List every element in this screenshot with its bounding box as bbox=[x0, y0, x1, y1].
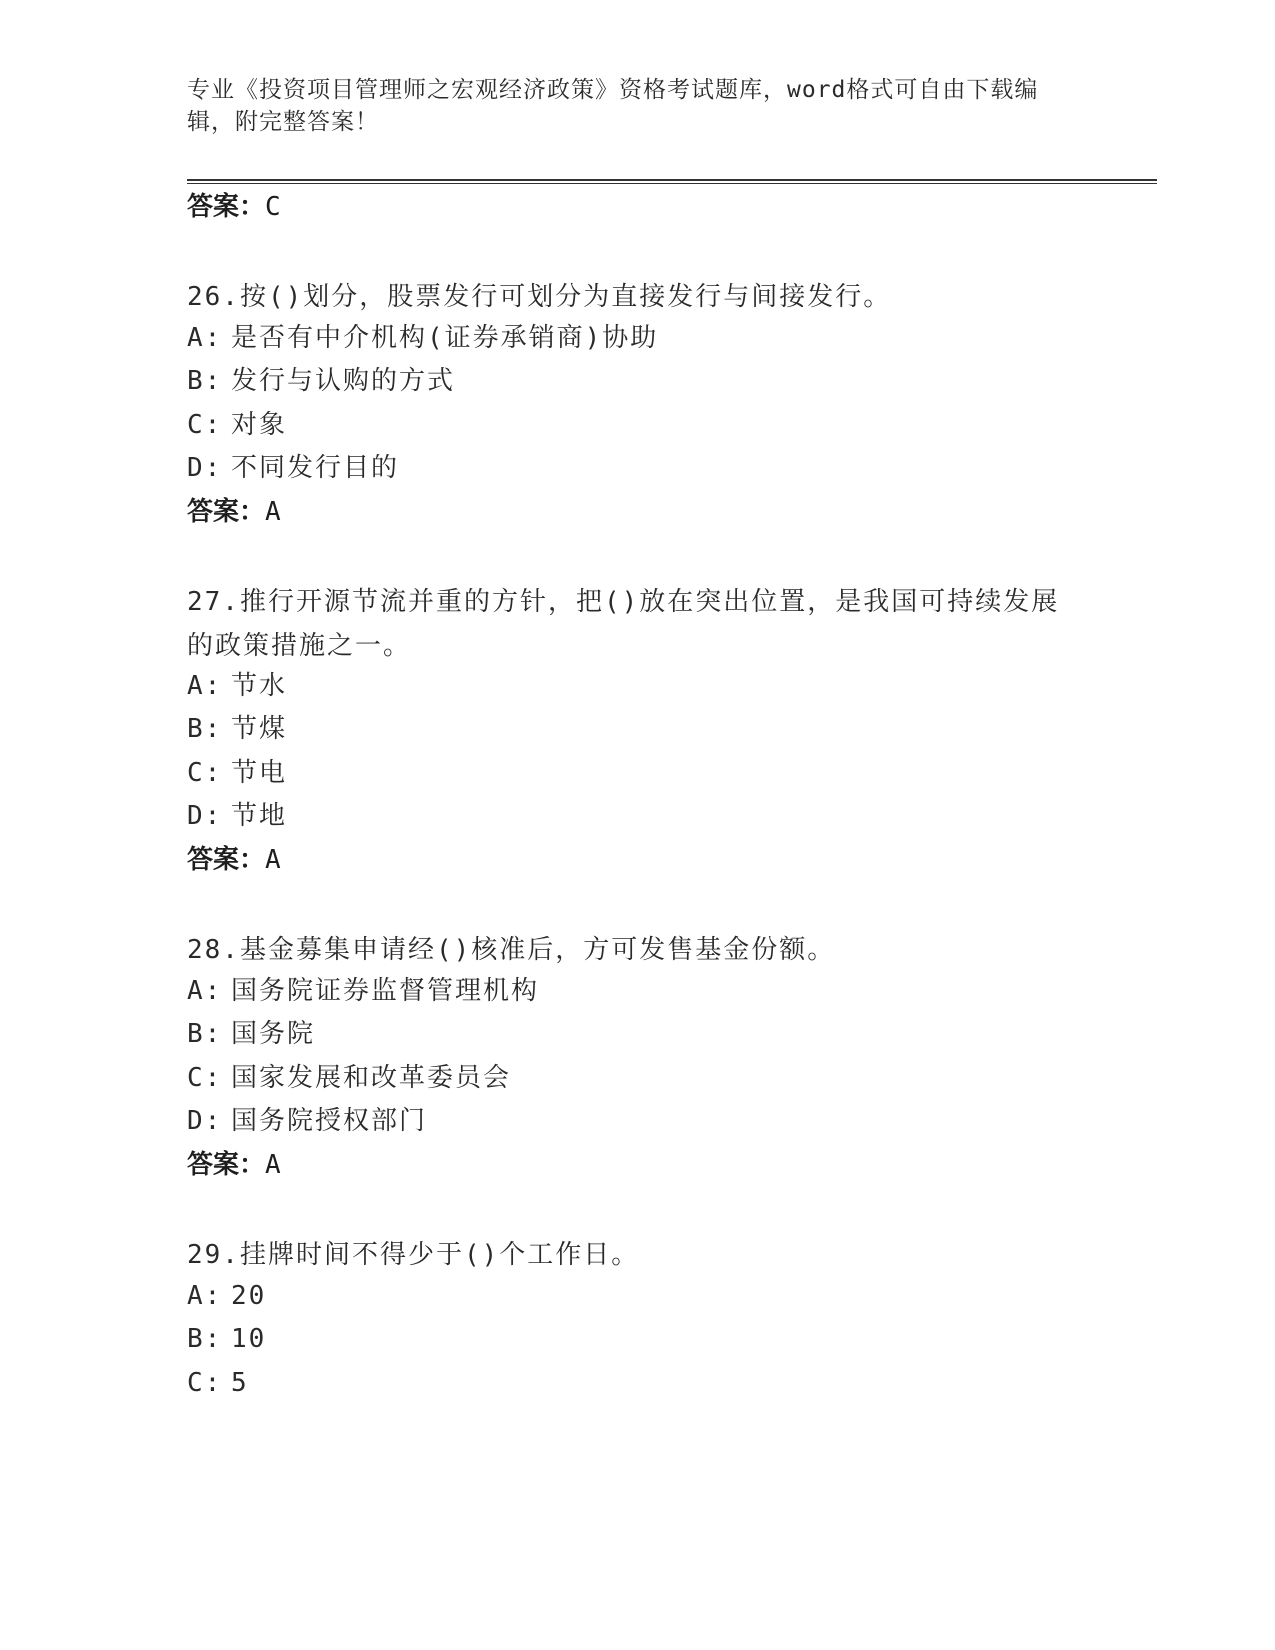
option-key: C: bbox=[187, 1368, 223, 1398]
option-key: D: bbox=[187, 453, 223, 483]
option-text: 对象 bbox=[231, 410, 288, 440]
option-d bbox=[187, 452, 399, 484]
option-key: A: bbox=[187, 323, 223, 353]
answer-value: C bbox=[265, 192, 281, 222]
option-c bbox=[187, 757, 287, 789]
question-text: 29.挂牌时间不得少于()个工作日。 bbox=[187, 1240, 640, 1270]
option-b bbox=[187, 713, 287, 745]
option-a bbox=[187, 975, 539, 1007]
option-b bbox=[187, 1323, 266, 1355]
option-c bbox=[187, 409, 287, 441]
option-d bbox=[187, 1105, 427, 1137]
option-a bbox=[187, 1280, 266, 1312]
option-d bbox=[187, 800, 287, 832]
option-key: B: bbox=[187, 1324, 223, 1354]
answer-label: 答案： bbox=[187, 192, 266, 222]
answer-value: A bbox=[265, 1150, 281, 1180]
option-text: 不同发行目的 bbox=[231, 453, 400, 483]
option-a bbox=[187, 322, 658, 354]
answer-line bbox=[187, 191, 281, 223]
answer-label: 答案： bbox=[187, 1150, 266, 1180]
option-text: 国务院授权部门 bbox=[231, 1106, 428, 1136]
question-text: 26.按()划分，股票发行可划分为直接发行与间接发行。 bbox=[187, 282, 892, 312]
answer-label: 答案： bbox=[187, 845, 266, 875]
option-text: 5 bbox=[231, 1368, 249, 1398]
answer-line bbox=[187, 496, 281, 528]
option-key: C: bbox=[187, 410, 223, 440]
option-text: 国务院 bbox=[231, 1019, 316, 1049]
option-key: A: bbox=[187, 976, 223, 1006]
option-text: 是否有中介机构(证券承销商)协助 bbox=[231, 323, 659, 353]
option-text: 国务院证券监督管理机构 bbox=[231, 976, 540, 1006]
question-text: 28.基金募集申请经()核准后，方可发售基金份额。 bbox=[187, 935, 836, 965]
option-text: 20 bbox=[231, 1281, 267, 1311]
option-c bbox=[187, 1367, 249, 1399]
option-a bbox=[187, 670, 287, 702]
document-page bbox=[187, 0, 1157, 1650]
option-text: 发行与认购的方式 bbox=[231, 366, 456, 396]
question-text: 27.推行开源节流并重的方针，把()放在突出位置，是我国可持续发展的政策措施之一。 bbox=[187, 587, 1060, 661]
option-key: D: bbox=[187, 1106, 223, 1136]
option-key: B: bbox=[187, 714, 223, 744]
document-header: 专业《投资项目管理师之宏观经济政策》资格考试题库，word格式可自由下载编辑，附完整答案！ bbox=[187, 77, 1039, 135]
option-text: 节电 bbox=[231, 758, 288, 788]
option-b bbox=[187, 365, 455, 397]
option-b bbox=[187, 1018, 315, 1050]
option-key: A: bbox=[187, 1281, 223, 1311]
option-text: 节水 bbox=[231, 671, 288, 701]
option-text: 节煤 bbox=[231, 714, 288, 744]
option-text: 节地 bbox=[231, 801, 288, 831]
answer-value: A bbox=[265, 497, 281, 527]
answer-value: A bbox=[265, 845, 281, 875]
option-c bbox=[187, 1062, 511, 1094]
option-text: 国家发展和改革委员会 bbox=[231, 1063, 512, 1093]
answer-line bbox=[187, 844, 281, 876]
option-key: A: bbox=[187, 671, 223, 701]
option-key: B: bbox=[187, 366, 223, 396]
answer-line bbox=[187, 1149, 281, 1181]
option-text: 10 bbox=[231, 1324, 267, 1354]
option-key: C: bbox=[187, 1063, 223, 1093]
header-divider bbox=[187, 179, 1157, 184]
option-key: B: bbox=[187, 1019, 223, 1049]
option-key: C: bbox=[187, 758, 223, 788]
answer-label: 答案： bbox=[187, 497, 266, 527]
option-key: D: bbox=[187, 801, 223, 831]
